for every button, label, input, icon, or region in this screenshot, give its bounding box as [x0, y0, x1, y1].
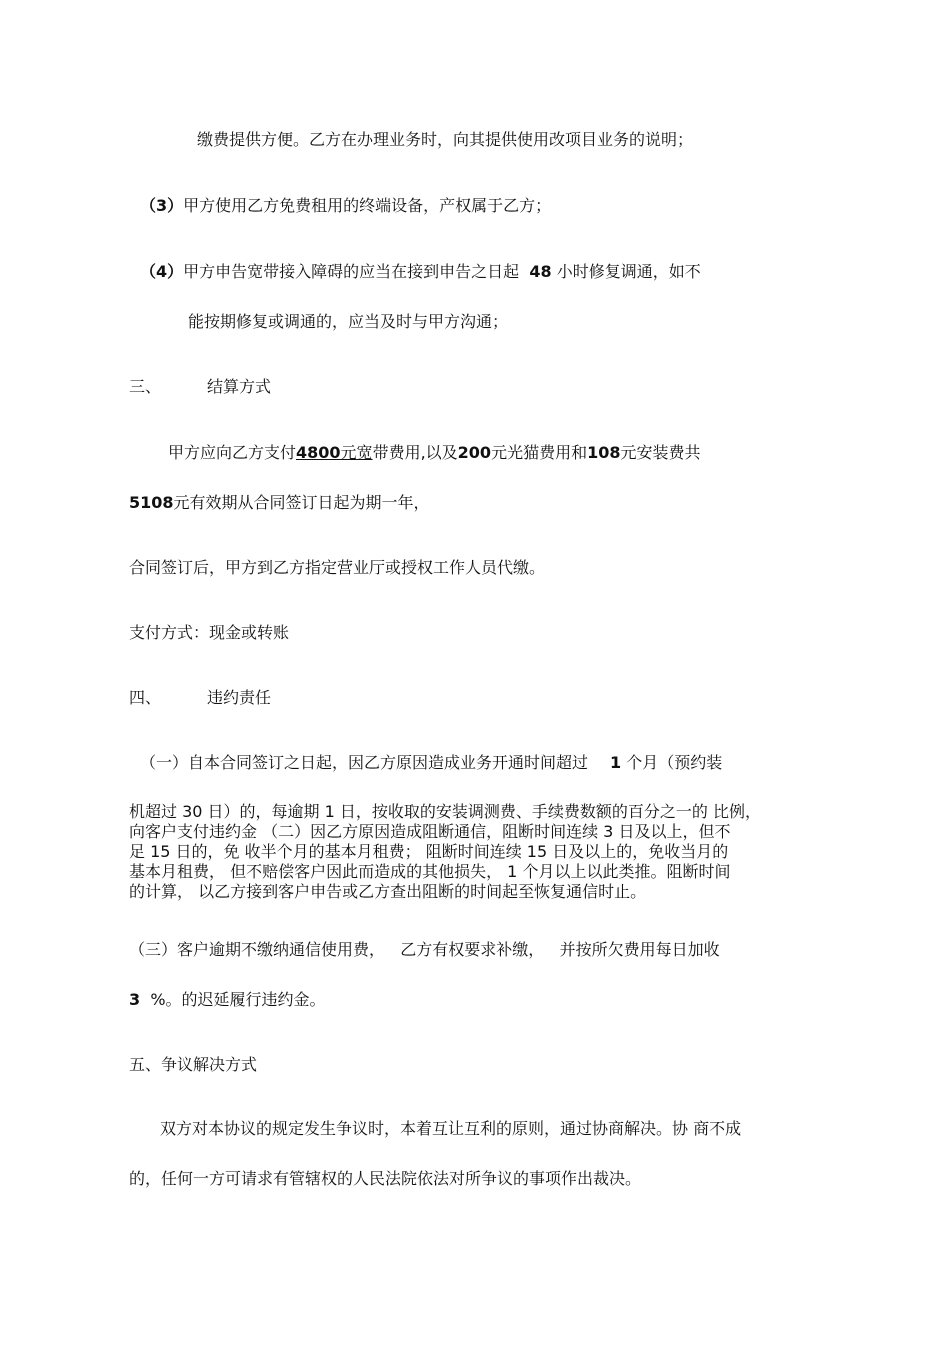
section-5-heading: 五、争议解决方式: [129, 1055, 258, 1074]
section-4-number: 四、: [129, 688, 162, 707]
item-4-text-b: 小时修复调通，如不: [556, 262, 701, 281]
item-4-hours: 48: [529, 262, 552, 281]
breach-item-3-text-d: %。的迟延履行违约金。: [150, 990, 326, 1009]
breach-block: [129, 802, 819, 902]
breach-block-line-2: 向客户支付违约金 （二）因乙方原因造成阻断通信，阻断时间连续 3 日及以上，但不: [129, 822, 731, 841]
section-4-heading: [129, 688, 271, 708]
payment-paragraph-line-3: 合同签订后，甲方到乙方指定营业厅或授权工作人员代缴。: [129, 558, 546, 577]
dispute-paragraph-line-2: 的，任何一方可请求有管辖权的人民法院依法对所争议的事项作出裁决。: [129, 1169, 642, 1188]
payment-text-e: 元安装费共: [620, 443, 701, 462]
modem-fee: 200: [457, 443, 492, 462]
breach-item-3-text-a: （三）客户逾期不缴纳通信使用费，: [129, 940, 386, 959]
item-4-line-2: 能按期修复或调通的，应当及时与甲方沟通；: [188, 312, 509, 331]
payment-unit: 元宽: [340, 443, 373, 462]
payment-amount-underlined: [296, 443, 373, 462]
payment-paragraph-line-1: [168, 443, 701, 463]
validity-text: 元有效期从合同签订日起为期一年，: [173, 493, 430, 512]
breach-block-line-3: 足 15 日的，免 收半个月的基本月租费； 阻断时间连续 15 日及以上的，免收当月的: [129, 842, 729, 861]
breach-item-3-line-2: [129, 990, 326, 1010]
section-3-heading: [129, 377, 271, 397]
item-3: [140, 196, 551, 216]
breach-item-3-text-c: 并按所欠费用每日加收: [559, 940, 720, 959]
breach-item-1: [140, 753, 722, 773]
section-3-title: 结算方式: [207, 377, 272, 396]
breach-item-1-month: 1: [610, 753, 622, 772]
item-3-text: 甲方使用乙方免费租用的终端设备，产权属于乙方；: [183, 196, 552, 215]
payment-text-d: 元光猫费用和: [491, 443, 588, 462]
breach-block-line-1: 机超过 30 日）的，每逾期 1 日，按收取的安装调测费、手续费数额的百分之一的 比例，: [129, 802, 761, 821]
section-4-title: 违约责任: [207, 688, 272, 707]
breach-block-line-5: 的计算， 以乙方接到客户申告或乙方查出阻断的时间起至恢复通信时止。: [129, 882, 647, 901]
breach-rate: 3: [129, 990, 141, 1009]
breach-item-3-text-b: 乙方有权要求补缴，: [400, 940, 545, 959]
payment-method: 支付方式：现金或转账: [129, 623, 290, 642]
payment-amount: 4800: [296, 443, 341, 462]
dispute-paragraph-line-1: 双方对本协议的规定发生争议时，本着互让互利的原则，通过协商解决。协 商不成: [160, 1119, 742, 1138]
item-4-text-a: 甲方申告宽带接入障碍的应当在接到申告之日起: [183, 262, 520, 281]
breach-item-3: [129, 940, 720, 960]
item-3-number: （3）: [140, 196, 184, 215]
payment-text-a: 甲方应向乙方支付: [168, 443, 297, 462]
install-fee: 108: [587, 443, 621, 462]
payment-text-c: 带费用,以及: [372, 443, 458, 462]
continuation-line: 缴费提供方便。乙方在办理业务时，向其提供使用改项目业务的说明；: [197, 130, 694, 149]
breach-block-line-4: 基本月租费， 但不赔偿客户因此而造成的其他损失， 1 个月以上以此类推。阻断时间: [129, 862, 731, 881]
total-amount: 5108: [129, 493, 174, 512]
breach-item-1-text-a: （一）自本合同签订之日起，因乙方原因造成业务开通时间超过: [140, 753, 589, 772]
payment-paragraph-line-2: [129, 493, 430, 513]
breach-item-1-text-b: 个月（预约装: [626, 753, 723, 772]
item-4: [140, 262, 701, 282]
section-3-number: 三、: [129, 377, 162, 396]
item-4-number: （4）: [140, 262, 184, 281]
